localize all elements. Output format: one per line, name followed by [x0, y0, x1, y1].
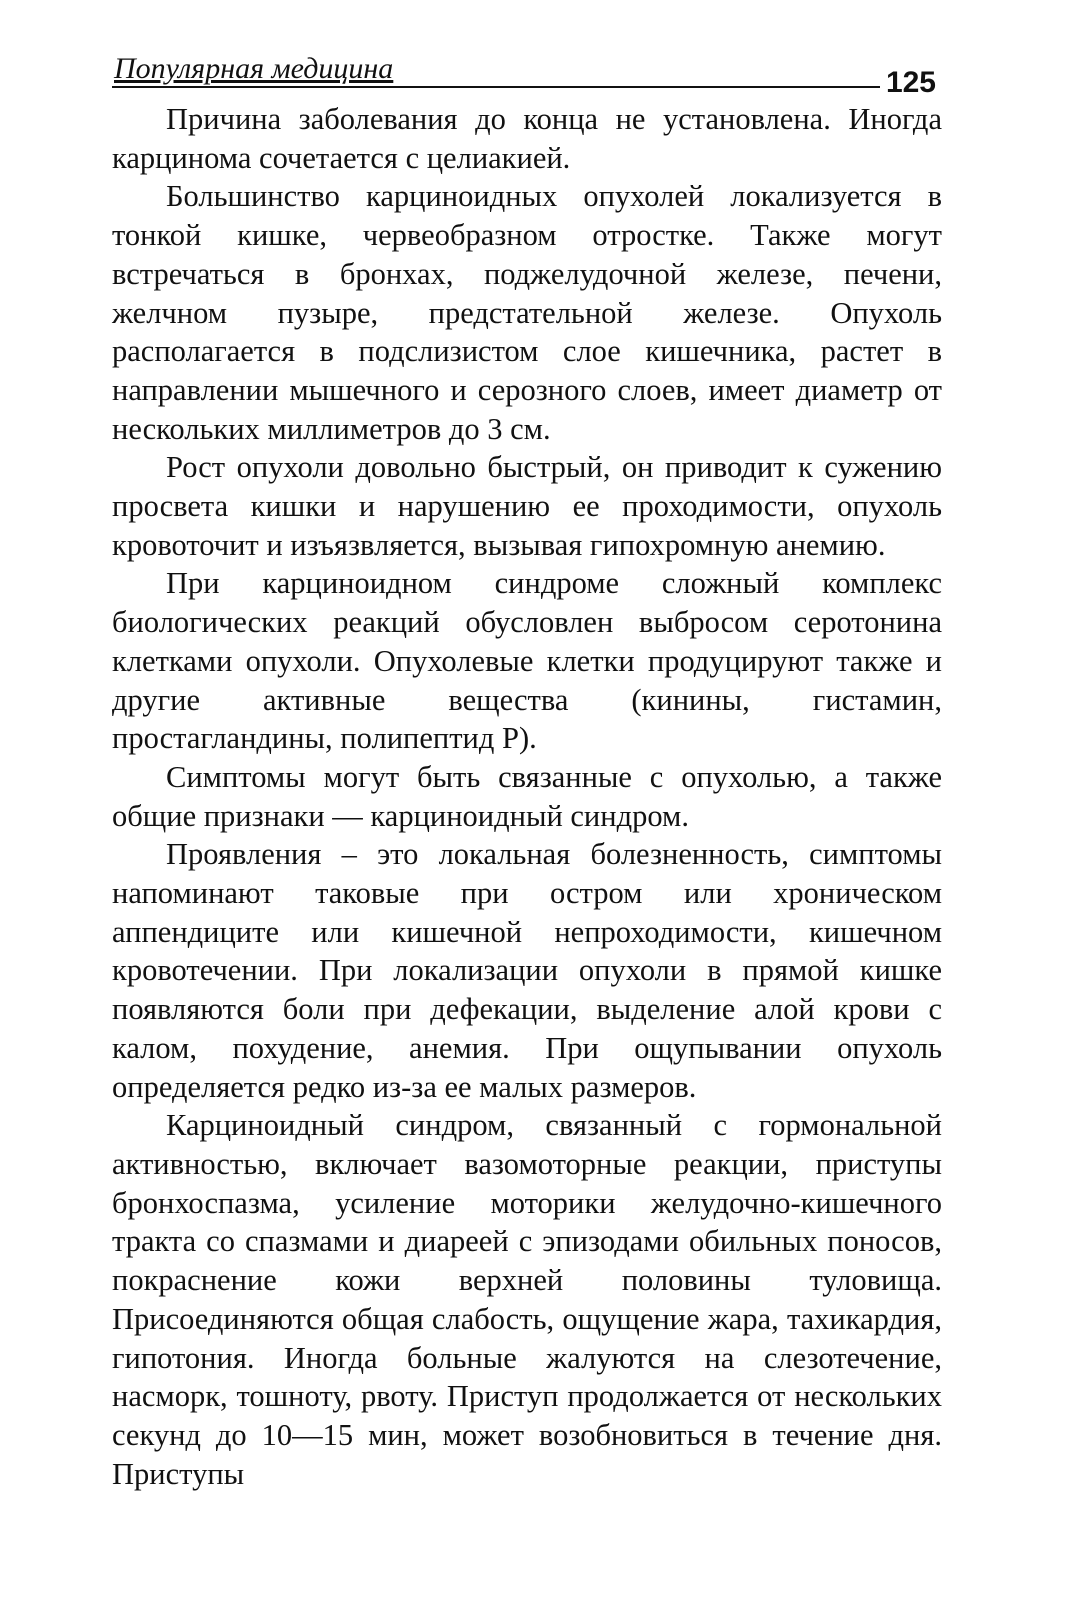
book-page: [112, 40, 942, 1560]
page-number: 125: [885, 66, 936, 99]
running-title: Популярная медицина: [114, 52, 394, 85]
paragraph: Большинство карциноидных опухолей локализуется в тонкой кишке, червеобразном отростке. Также могут встречаться в бронхах, поджелудочной железе, печени, желчном пузыре, предстательной железе. Опухоль располагается в подслизистом слое кишечника, растет в направлении мышечного и серозного слоев, имеет диаметр от нескольких миллиметров до 3 см.: [112, 179, 942, 446]
paragraph: При карциноидном синдроме сложный комплекс биологических реакций обусловлен выбросом серотонина клетками опухоли. Опухолевые клетки продуцируют также и другие активные вещества (кинины, гистамин, простагландины, полипептид Р).: [112, 566, 942, 756]
paragraph: Проявления – это локальная болезненность, симптомы напоминают таковые при остром или хроническом аппендиците или кишечной непроходимости, кишечном кровотечении. При локализации опухоли в прямой кишке появляются боли при дефекации, выделение алой крови с калом, похудение, анемия. При ощупывании опухоль определяется редко из-за ее малых размеров.: [112, 837, 942, 1104]
paragraph: Карциноидный синдром, связанный с гормональной активностью, включает вазомоторные реакции, приступы бронхоспазма, усиление моторики желудочно-кишечного тракта со спазмами и диареей с эпизодами обильных поносов, покраснение кожи верхней половины туловища. Присоединяются общая слабость, ощущение жара, тахикардия, гипотония. Иногда больные жалуются на слезотечение, насморк, тошноту, рвоту. Приступ продолжается от нескольких секунд до 10—15 мин, может возобновиться в течение дня. Приступы: [112, 1108, 942, 1491]
paragraph: Причина заболевания до конца не установлена. Иногда карцинома сочетается с целиакией.: [112, 102, 942, 175]
body-text: [112, 100, 942, 1493]
paragraph: Рост опухоли довольно быстрый, он приводит к сужению просвета кишки и нарушению ее проходимости, опухоль кровоточит и изъязвляется, вызывая гипохромную анемию.: [112, 450, 942, 562]
page-header: [112, 40, 936, 99]
paragraph: Симптомы могут быть связанные с опухолью, а также общие признаки — карциноидный синдром.: [112, 759, 942, 833]
